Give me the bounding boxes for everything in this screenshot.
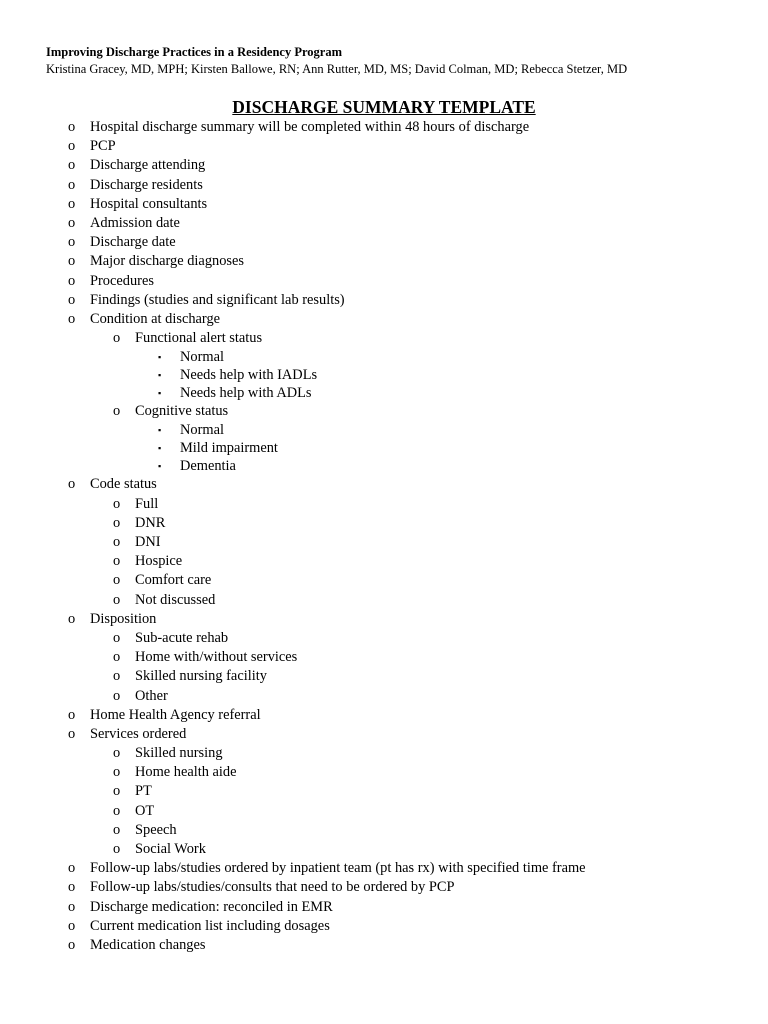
circle-bullet-icon: o	[113, 821, 121, 838]
list-item-level-2	[0, 329, 768, 348]
list-item-level-1	[0, 725, 768, 744]
list-item-level-2	[0, 744, 768, 763]
list-item-text: Follow-up labs/studies/consults that need to be ordered by PCP	[90, 879, 455, 896]
list-item-text: Major discharge diagnoses	[90, 253, 244, 270]
square-bullet-icon: ▪	[158, 352, 162, 363]
list-item-level-3	[0, 421, 768, 439]
list-item-level-2	[0, 495, 768, 514]
circle-bullet-icon: o	[68, 138, 76, 155]
circle-bullet-icon: o	[68, 195, 76, 212]
list-item-text: Cognitive status	[135, 403, 229, 420]
circle-bullet-icon: o	[113, 514, 121, 531]
circle-bullet-icon: o	[113, 649, 121, 666]
list-item-level-1	[0, 936, 768, 955]
circle-bullet-icon: o	[68, 157, 76, 174]
list-item-level-2	[0, 533, 768, 552]
list-item-level-1	[0, 310, 768, 329]
list-item-level-1	[0, 195, 768, 214]
list-item-level-2	[0, 571, 768, 590]
circle-bullet-icon: o	[113, 534, 121, 550]
list-item-text: Needs help with ADLs	[180, 385, 312, 402]
list-item-text: Mild impairment	[180, 440, 278, 457]
circle-bullet-icon: o	[113, 330, 121, 347]
circle-bullet-icon: o	[113, 687, 121, 704]
list-item-level-1	[0, 233, 768, 252]
list-item-text: Comfort care	[135, 572, 212, 589]
list-item-text: Not discussed	[135, 591, 216, 608]
list-item-text: Hospital consultants	[90, 195, 208, 212]
list-item-text: Hospital discharge summary will be completed within 48 hours of discharge	[90, 119, 530, 135]
circle-bullet-icon: o	[113, 572, 121, 589]
list-item-level-2	[0, 629, 768, 648]
list-item-level-3	[0, 366, 768, 384]
list-item-text: Admission date	[90, 214, 180, 231]
list-item-level-1	[0, 706, 768, 725]
list-item-level-1	[0, 252, 768, 271]
list-item-text: Social Work	[135, 841, 206, 857]
list-item-level-2	[0, 821, 768, 840]
list-item-text: Condition at discharge	[90, 310, 221, 327]
list-item-text: PT	[135, 783, 152, 800]
list-item-level-2	[0, 591, 768, 610]
list-item-level-1	[0, 137, 768, 156]
list-item-level-2	[0, 763, 768, 782]
list-item-text: Current medication list including dosages	[90, 917, 330, 934]
list-item-text: Disposition	[90, 610, 157, 627]
list-item-level-2	[0, 552, 768, 571]
square-bullet-icon: ▪	[158, 443, 162, 454]
list-item-level-2	[0, 667, 768, 686]
list-item-text: Functional alert status	[135, 330, 263, 347]
circle-bullet-icon: o	[68, 725, 76, 742]
list-item-level-2	[0, 802, 768, 821]
list-item-text: Sub-acute rehab	[135, 629, 229, 646]
list-item-text: Dementia	[180, 458, 236, 475]
circle-bullet-icon: o	[68, 610, 76, 627]
circle-bullet-icon: o	[68, 860, 76, 877]
list-item-text: Other	[135, 687, 168, 704]
list-item-text: Discharge medication: reconciled in EMR	[90, 898, 333, 915]
circle-bullet-icon: o	[113, 553, 121, 570]
circle-bullet-icon: o	[113, 841, 121, 857]
list-item-level-1	[0, 291, 768, 310]
circle-bullet-icon: o	[113, 764, 121, 781]
list-item-text: Speech	[135, 821, 177, 838]
square-bullet-icon: ▪	[158, 370, 162, 381]
circle-bullet-icon: o	[68, 310, 76, 327]
list-item-level-3	[0, 348, 768, 366]
list-item-level-2	[0, 648, 768, 667]
list-item-level-1	[0, 917, 768, 936]
circle-bullet-icon: o	[68, 917, 76, 934]
list-item-text: Discharge date	[90, 234, 176, 251]
list-item-level-3	[0, 439, 768, 457]
list-item-level-3	[0, 384, 768, 402]
list-item-text: OT	[135, 802, 155, 819]
circle-bullet-icon: o	[68, 234, 76, 251]
circle-bullet-icon: o	[68, 214, 76, 231]
list-item-level-1	[0, 610, 768, 629]
list-item-level-1	[0, 859, 768, 878]
list-item-text: Medication changes	[90, 936, 206, 953]
author-list: Kristina Gracey, MD, MPH; Kirsten Ballowe, RN; Ann Rutter, MD, MS; David Colman, MD; Rebecca Stetzer, MD	[46, 62, 628, 76]
list-item-text: Hospice	[135, 553, 183, 570]
list-item-level-1	[0, 214, 768, 233]
list-item-level-1	[0, 878, 768, 897]
list-item-level-1	[0, 176, 768, 195]
poster-title: Improving Discharge Practices in a Residency Program	[46, 45, 343, 59]
list-item-text: Normal	[180, 349, 224, 366]
circle-bullet-icon: o	[68, 879, 76, 896]
circle-bullet-icon: o	[68, 936, 76, 953]
list-item-text: DNR	[135, 514, 166, 531]
list-item-level-1	[0, 272, 768, 291]
square-bullet-icon: ▪	[158, 388, 162, 399]
list-item-level-2	[0, 402, 768, 421]
list-item-text: Procedures	[90, 272, 154, 289]
list-item-level-2	[0, 514, 768, 533]
list-item-level-1	[0, 118, 768, 137]
list-item-text: Normal	[180, 422, 224, 439]
circle-bullet-icon: o	[113, 783, 121, 800]
list-item-text: Follow-up labs/studies ordered by inpatient team (pt has rx) with specified time frame	[90, 860, 586, 877]
circle-bullet-icon: o	[68, 119, 76, 135]
circle-bullet-icon: o	[113, 495, 121, 512]
list-item-text: Code status	[90, 476, 157, 493]
square-bullet-icon: ▪	[158, 425, 162, 436]
list-item-text: DNI	[135, 534, 161, 550]
list-item-text: Services ordered	[90, 725, 187, 742]
list-item-level-1	[0, 156, 768, 175]
circle-bullet-icon: o	[68, 253, 76, 270]
list-item-text: PCP	[90, 138, 116, 155]
list-item-level-1	[0, 475, 768, 494]
list-item-text: Needs help with IADLs	[180, 367, 318, 384]
list-item-text: Full	[135, 495, 159, 512]
circle-bullet-icon: o	[113, 668, 121, 685]
square-bullet-icon: ▪	[158, 461, 162, 472]
circle-bullet-icon: o	[113, 591, 121, 608]
list-item-text: Discharge residents	[90, 176, 203, 193]
list-item-level-2	[0, 840, 768, 859]
template-list	[0, 118, 768, 955]
list-item-text: Skilled nursing	[135, 745, 223, 762]
list-item-text: Discharge attending	[90, 157, 206, 174]
list-item-level-2	[0, 782, 768, 801]
circle-bullet-icon: o	[113, 802, 121, 819]
list-item-level-1	[0, 898, 768, 917]
circle-bullet-icon: o	[113, 745, 121, 762]
circle-bullet-icon: o	[113, 629, 121, 646]
circle-bullet-icon: o	[68, 706, 76, 723]
page-title: DISCHARGE SUMMARY TEMPLATE	[232, 97, 536, 117]
list-item-level-3	[0, 457, 768, 475]
circle-bullet-icon: o	[68, 291, 76, 308]
circle-bullet-icon: o	[68, 898, 76, 915]
list-item-text: Home with/without services	[135, 649, 298, 666]
list-item-text: Skilled nursing facility	[135, 668, 267, 685]
circle-bullet-icon: o	[113, 403, 121, 420]
list-item-text: Home health aide	[135, 764, 237, 781]
circle-bullet-icon: o	[68, 176, 76, 193]
list-item-text: Home Health Agency referral	[90, 706, 261, 723]
circle-bullet-icon: o	[68, 476, 76, 493]
list-item-text: Findings (studies and significant lab results)	[90, 291, 345, 308]
circle-bullet-icon: o	[68, 272, 76, 289]
list-item-level-2	[0, 687, 768, 706]
